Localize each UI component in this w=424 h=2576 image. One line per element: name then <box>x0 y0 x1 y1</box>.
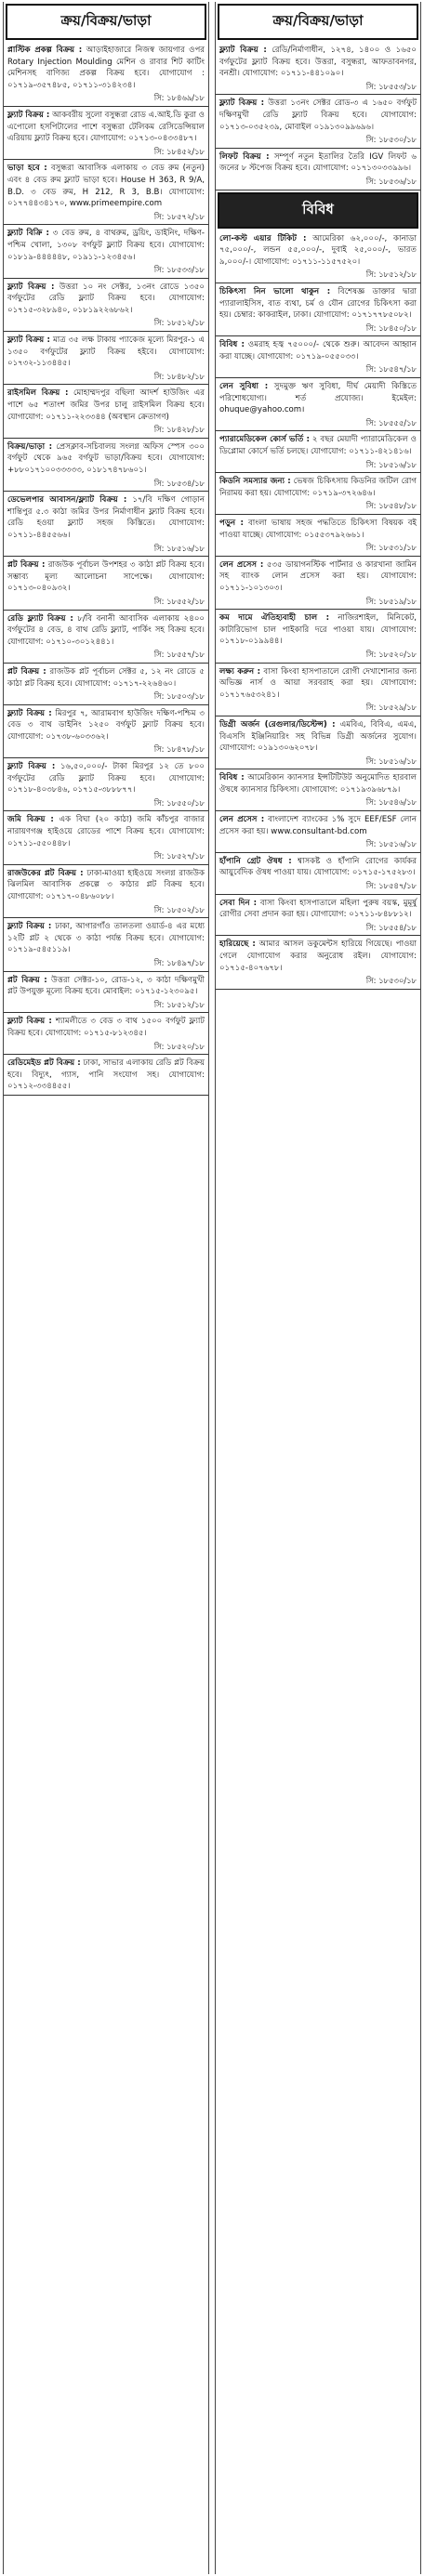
ad-title: পড়ুন : <box>219 519 244 528</box>
ad-code: সি: ১৮৪৮২/১৮ <box>153 371 205 381</box>
classified-ad <box>4 758 208 811</box>
ad-text <box>219 98 417 133</box>
ad-code: সি: ১৮৪৯৭/১৮ <box>153 957 205 967</box>
ad-body: শ্যামলীতে ৩ বেড ৩ বাথ ১৫০০ বর্গফুট ফ্ল্যাট বিক্রয় হবে। যোগাযোগ: ০১৭১৫-৮১২৩৪৫। <box>7 1017 205 1038</box>
ad-code: সি: ১৮৫০৩/১৮ <box>153 691 205 702</box>
ad-body: রেডি/নির্মাণাধীন, ১২৭৪, ১৪০০ ও ১৬৫০ বর্গফুটের ফ্ল্যাট বিক্রয় হবে। উত্তরা, বসুন্ধরা, আফতাবনগর, বনশ্রী। যোগাযোগ: ০১৭১১-৪৪১০৯০। <box>219 46 417 79</box>
ad-code: সি: ১৮৫৫০/১৮ <box>153 797 205 808</box>
ad-body: ১৭/বি দক্ষিণ গোড়ান শান্তিপুর ৫.৩ কাঠা জমির উপর নির্মাণাধীন ফ্ল্যাট বিক্রয় হবে। রেডি হওয়া ফ্ল্যাট সহজ কিস্তিতে। যোগাযোগ: ০১৭১১-৪৪৫৫৬৬। <box>7 495 205 540</box>
ad-code: সি: ১৮৫৪৮/১৮ <box>365 501 417 511</box>
ad-code: সি: ১৮৫১৬/১৮ <box>365 756 417 766</box>
classified-ad <box>4 557 208 610</box>
ad-code: সি: ১৮৫৪৭/১৮ <box>365 364 417 375</box>
ad-title: বিক্রয়/ভাড়া : <box>7 441 53 452</box>
ad-title: লেন প্রসেস : <box>219 815 265 825</box>
ad-code: সি: ১৮৫৫৪/১৮ <box>365 922 417 932</box>
ad-body: বাংলা ভাষায় সহজ পদ্ধতিতে চিকিৎসা বিষয়ক বই পাওয়া যাচ্ছে। যোগাযোগ: ০১৫৫৩৭৯২৬৬১। <box>219 519 417 540</box>
ad-code: সি: ১৮৫৫৫/১৮ <box>365 417 417 427</box>
ad-body: ঢাকা, আগারগাঁও তালতলা ওয়ার্ড-৪ এর মধ্যে ১২টি প্লট ২ থেকে ৩ কাঠা পর্যন্ত বিক্রয় হবে। যোগাযোগ: ০১৭১৯-৫৪৫১১৯। <box>7 922 205 955</box>
ad-body: শ্বাসকষ্ট ও হাঁপানি রোগের কার্যকর আয়ুর্বেদিক ঔষধ পাওয়া যায়। যোগাযোগ: ০১৭১৫-১৭৫২৮৩। <box>219 856 417 878</box>
ad-title: হারিয়েছে : <box>219 940 256 950</box>
ad-code: সি: ১৮৫২৯/১৮ <box>365 703 417 713</box>
section-header: বিবিধ <box>218 192 418 229</box>
ad-title: জমি বিক্রয় : <box>7 815 54 825</box>
ad-title: লেন প্রসেস : <box>219 559 264 570</box>
ad-body: বসুন্ধরা আবাসিক এলাকায় ৩ বেড রুম (নতুন) এবং ৪ বেড রুম ফ্ল্যাট ভাড়া হবে। House H 363, R 9/A, B.D. ৩ বেড রুম, H 212, R 3, B.B। যোগাযোগ: ০১৭৭৪৪৩৪১৭০, www.primeempire.com <box>7 164 205 209</box>
ad-title: কম দামে ঐতিহ্যবাহী চাল : <box>219 613 330 624</box>
ad-text <box>7 441 205 477</box>
ad-text <box>219 772 417 795</box>
ad-body: বিশেষজ্ঞ ডাক্তার দ্বারা প্যারালাইসিস, বাত ব্যথা, চর্ম ও যৌন রোগের চিকিৎসা করা হয়। চেম্বার: কাকরাইল, ঢাকা। যোগাযোগ: ০১৭১৭৭৮৫০৮২। <box>219 286 417 321</box>
ad-code: সি: ১৮৫৩৩/১৮ <box>153 265 205 275</box>
classified-ad <box>216 473 420 515</box>
ad-code: সি: ১৮৫৩৬/১৮ <box>365 176 417 186</box>
ad-text <box>219 45 417 80</box>
ad-body: আমেরিকা ৬২,০০০/-, কানাডা ৭৫,০০০/-, লন্ডন ৫৫,০০০/-, দুবাই ২৫,০০০/-, ভারত ৯,০০০/-। যোগাযোগ: ০১৭১১-১১৫৭৫২০। <box>219 233 417 267</box>
ad-code: সি: ১৮৫৫২/১৮ <box>153 596 205 606</box>
ad-title: ফ্ল্যাট বিক্রয় : <box>219 46 267 55</box>
ad-body: ঢাকা-মাওয়া হাইওয়ে সংলগ্ন রাজউক ঝিলমিল আবাসিক প্রকল্পে ৩ কাঠার প্লট বিক্রয় হবে। যোগাযোগ: ০১৭১৭-০৪৮৬০৮৮। <box>7 868 205 901</box>
classified-ad <box>216 936 420 989</box>
ad-body: ঢাকা, সাভার এলাকায় রেডি প্লট বিক্রয় হবে। বিদ্যুৎ, গ্যাস, পানি সংযোগ সহ। যোগাযোগ: ০১৭১২-৩৩৪৪৫৫। <box>7 1058 205 1092</box>
classified-ad <box>216 378 420 431</box>
ad-text <box>7 282 205 317</box>
ad-code: সি: ১৮৫১২/১৮ <box>365 269 417 280</box>
ad-body: মোহাম্মদপুর বছিলা আদর্শ হাউজিং এর পাশে ৬৫ শতাংশ জমির উপর চালু রাইসমিল বিক্রয় হবে। যোগাযোগ: ০১৭১১-২২৩৩৪৪ (অবস্থান ক্রেতাগণ) <box>7 388 205 422</box>
ad-body: ১৬,৫০,০০০/- টাকা মিরপুর ১২ তে ৮০০ বর্গফুটের রেডি ফ্ল্যাট বিক্রয় হবে। যোগাযোগ: ০১৭১৮-৪০৩৮৪৬, ০১৭১৫-৩৮৮৮৭৭। <box>7 762 205 795</box>
ad-title: প্লট বিক্রয় : <box>7 975 47 985</box>
ad-code: সি: ১৮৫২০/১৮ <box>365 649 417 659</box>
ad-title: ফ্ল্যাট বিক্রয় : <box>7 282 55 292</box>
classified-ad <box>4 225 208 278</box>
ad-body: বাসা কিংবা হাসপাতালে রোগী দেখাশোনার জন্য অভিজ্ঞ নার্স ও আয়া সরবরাহ করা হয়। যোগাযোগ: ০১৭১৭৬৫৩২৪১। <box>219 666 417 700</box>
ad-body: সুদমুক্ত ঋণ সুবিধা, দীর্ঘ মেয়াদী কিস্তিতে পরিশোধযোগ্য। শর্ত প্রযোজ্য। ইমেইল: ohuque@yahoo.com। <box>219 382 417 415</box>
ad-body: উত্তরা সেক্টর-১০, রোড-১২, ৩ কাঠা দক্ষিণমুখী প্লট উপযুক্ত মূল্যে বিক্রয় হবে। মোবাইল: ০১৭১৫-১২৩০৯৫। <box>7 975 205 997</box>
classified-ad <box>4 107 208 160</box>
classified-ad <box>216 664 420 716</box>
ad-title: ফ্ল্যাট বিক্রয় : <box>7 335 50 346</box>
ad-title: লেন সুবিধা : <box>219 382 269 392</box>
ad-text <box>219 476 417 499</box>
ad-title: ফ্ল্যাট বিক্রয় : <box>7 1017 52 1027</box>
ad-title: লো-কস্ট এয়ার টিকিট : <box>219 233 307 243</box>
ad-code: সি: ১৮৫৭২/১৮ <box>153 211 205 221</box>
ad-text <box>219 814 417 837</box>
classified-ad <box>4 42 208 107</box>
ad-code: সি: ১৮৫১৬/১৮ <box>365 839 417 849</box>
ad-code: সি: ১৮৫৪৬/১৮ <box>365 797 417 808</box>
ad-code: সি: ১৮৫৩১/১৮ <box>365 543 417 553</box>
classified-ad <box>4 1013 208 1055</box>
ad-body: মাত্র ৩৫ লক্ষ টাকায় প্যাকেজ মূল্যে মিরপুর-১ এ ১৩৫০ বর্গফুটের ফ্ল্যাট বিক্রয় হইবে। যোগাযোগ: ০১৭৩২-১১৩৪৪৫। <box>7 335 205 369</box>
classified-ad <box>216 95 420 148</box>
ad-code: সি: ১৮৫৫৩/১৮ <box>365 81 417 91</box>
classified-ad <box>216 769 420 811</box>
ad-title: প্যারামেডিকেল কোর্স ভর্তি : <box>219 435 310 445</box>
ad-code: সি: ১৮৫১২/১৮ <box>153 999 205 1009</box>
ad-body: উত্তরা ১৩নং সেক্টর রোড-৩ এ ১৬৫০ বর্গফুট দক্ষিণমুখী রেডি ফ্ল্যাট বিক্রয় হবে। যোগাযোগ: ০১৭১৩-০৩৫২৩৯, মোবাইল ০১৯১৩০৯৯৬৯৬। <box>219 99 417 132</box>
ad-text <box>219 612 417 648</box>
ad-text <box>7 975 205 998</box>
ad-body: ৩ বেড রুম, ৪ বাথরুম, ড্রয়িং, ডাইনিং, দক্ষিণ-পশ্চিম খোলা, ১৩০৮ বর্গফুট ফ্ল্যাট বিক্রয় হবে। যোগাযোগ: ০১৮১৯-৪৪৪৪৪৮, ০১৯১১-১২৩৪৫৬। <box>7 229 205 262</box>
column-header: ক্রয়/বিক্রয়/ভাড়া <box>218 4 418 40</box>
classified-ad <box>4 279 208 332</box>
ad-title: ফ্ল্যাট বিক্রি : <box>7 229 49 239</box>
ad-text <box>7 921 205 956</box>
ad-code: সি: ১৮৫৩০/১৮ <box>365 976 417 986</box>
ad-text <box>219 233 417 269</box>
ad-list <box>216 42 420 191</box>
classified-ad <box>216 557 420 610</box>
classified-ad <box>216 336 420 378</box>
ad-text <box>7 868 205 903</box>
classified-ad <box>216 853 420 895</box>
classified-ad <box>216 431 420 473</box>
right-column <box>215 2 421 2574</box>
ad-body: রাজউক প্লট পূর্বাচল সেক্টর ৫, ১২ নং রোডে ৫ কাঠা প্লট বিক্রয় হবে। যোগাযোগ: ০১৭১৭-২২৬৪৬০। <box>7 666 205 689</box>
ad-list <box>4 42 208 1096</box>
ad-text <box>219 559 417 595</box>
ad-title: রাজউকের প্লট বিক্রয় : <box>7 868 84 878</box>
ad-code: সি: ১৮৪৫০/১৮ <box>365 322 417 333</box>
ad-body: আমার আসল ডকুমেন্টস হারিয়ে গিয়েছে। পাওয়া গেলে যোগাযোগ করার অনুরোধ রইল। যোগাযোগ: ০১৭১৫-৪০৭৬৭৮। <box>219 940 417 973</box>
ad-title: লক্ষ্য করুন : <box>219 666 261 677</box>
ad-text <box>7 1016 205 1039</box>
ad-code: সি: ১৮৫৫৭/১৮ <box>153 650 205 660</box>
classified-ad <box>216 230 420 283</box>
ad-title: বিবিধ : <box>219 340 245 350</box>
ad-text <box>7 45 205 91</box>
classified-ad <box>4 160 208 225</box>
ad-list <box>216 230 420 990</box>
ad-body: ভেষজ চিকিৎসায় কিডনির জটিল রোগ নিরাময় করা হয়। যোগাযোগ: ০১৭১৯-৩৭২৬৪৬। <box>219 477 417 498</box>
ad-title: বিবিধ : <box>219 773 245 783</box>
classified-ad <box>216 515 420 557</box>
ad-title: প্লট বিক্রয় : <box>7 560 46 571</box>
ad-title: রেডি ফ্ল্যাট বিক্রয় : <box>7 613 73 624</box>
ad-body: এমবিএ, বিবিএ, এমএ, বিএসসি ইঞ্জিনিয়ারিং সহ বিভিন্ন ডিগ্রী অর্জনের সুযোগ। যোগাযোগ: ০১৯১৩০৬২০৭৮। <box>219 719 417 754</box>
ad-text <box>219 666 417 702</box>
ad-title: ফ্ল্যাট বিক্রয় : <box>7 708 52 718</box>
ad-code: সি: ১৮৫২০/১৮ <box>153 1041 205 1051</box>
ad-body: রাজউক পূর্বাচল উপশহর ৩ কাঠা প্লট বিক্রয় হবে। সম্ভাব্য মূল্য আলোচনা সাপেক্ষে। যোগাযোগ: ০১৭১৩-০৪০৯৩২। <box>7 560 205 594</box>
ad-text <box>219 518 417 541</box>
classified-ad <box>216 716 420 769</box>
ad-title: ফ্ল্যাট বিক্রয় : <box>219 99 265 109</box>
ad-text <box>7 708 205 743</box>
ad-body: বাংলাদেশ ব্যাংকের ১% সুদে EEF/ESF লোন প্রসেস করা হয়। www.consultant-bd.com <box>219 815 417 836</box>
ad-code: সি: ১৮৫১৬/১৮ <box>365 459 417 469</box>
ad-body: মিরপুর ৭, আরামবাগ হাউজিং দক্ষিণ-পশ্চিম ৩ বেড ৩ বাথ ডাইনিং ১২৫০ বর্গফুট ফ্ল্যাট বিক্রয় হবে। যোগাযোগ: ০১৭৩৮-৬০৩৩৬২। <box>7 708 205 742</box>
ad-text <box>7 335 205 370</box>
ad-text <box>219 939 417 974</box>
ad-body: ৫৩৫ ডায়াগনস্টিক পার্টনার ও কারখানা জামিন সহ ব্যাংক লোন প্রসেস করা হয়। যোগাযোগ: ০১৭১১-১০১৩০৩। <box>219 559 417 593</box>
classified-ad <box>4 492 208 557</box>
classified-ad <box>216 895 420 937</box>
ad-code: সি: ১৮৪২৮/১৮ <box>153 425 205 435</box>
ad-title: রেডিমেইড প্লট বিক্রয় : <box>7 1058 81 1069</box>
ad-body: আমেরিকান ক্যানসার ইন্সটিটিউট অনুমোদিত হারবাল ঔষধে ক্যানসার চিকিৎসা। যোগাযোগ: ০১৭১৯৩৯৬৮৭৯। <box>219 773 417 795</box>
ad-text <box>7 110 205 145</box>
ad-title: রাইসমিল বিক্রয় : <box>7 388 69 399</box>
ad-code: সি: ১৮৪৭৮/১৮ <box>153 744 205 755</box>
ad-text <box>219 381 417 416</box>
ad-code: সি: ১৮৫৩০/১৮ <box>365 135 417 145</box>
ad-body: ২ বছর মেয়াদী প্যারামেডিকেল ও ডিপ্লোমা কোর্সে ভর্তি চলছে। যোগাযোগ: ০১৭১১-৪২১৪১৬। <box>219 435 417 457</box>
ad-text <box>219 856 417 879</box>
classified-ad <box>4 972 208 1014</box>
ad-code: সি: ১৮৪৬৯/১৮ <box>153 93 205 103</box>
ad-text <box>219 719 417 755</box>
classified-ad <box>4 1055 208 1096</box>
ad-code: সি: ১৮৫১৯/১৮ <box>365 596 417 606</box>
classified-ad <box>4 664 208 705</box>
ad-body: আড়াইহাজারে নিজস্ব জায়গার ওপর Rotary Injection Moulding মেশিন ও রাবার শিট কাটিং মেশিনসহ বাণিজ্য প্রকল্প বিক্রয় হবে। যোগাযোগ : ০১৭১৯-৩৫৭৪৮৫, ০১৭১১-৩১৪২৩৪। <box>7 46 205 90</box>
classified-ad <box>216 811 420 853</box>
ad-text <box>7 388 205 423</box>
ad-title: হাঁপানি গ্রেট ঔষধ : <box>219 856 292 866</box>
ad-text <box>7 228 205 263</box>
ad-text <box>7 494 205 541</box>
ad-text <box>7 1058 205 1093</box>
classified-ad <box>216 283 420 336</box>
classified-ad <box>4 811 208 864</box>
ad-title: চিকিৎসা নিন ভালো থাকুন : <box>219 286 331 296</box>
ad-title: কিডনি সমস্যার জন্য : <box>219 477 291 487</box>
ad-text <box>219 286 417 322</box>
classified-ad <box>216 42 420 95</box>
classified-ad <box>4 611 208 664</box>
ad-text <box>219 898 417 921</box>
ad-title: সেবা দিন : <box>219 898 258 908</box>
ad-body: নাজিরশাইল, মিনিকেট, কাটারিভোগ চাল পাইকারি দরে পাওয়া যায়। যোগাযোগ: ০১৭১৮-০১৯৯৪৪। <box>219 613 417 647</box>
ad-title: ডেভেলপার আবাসন/ফ্ল্যাট বিক্রয় : <box>7 495 127 506</box>
ad-title: ডিগ্রী অর্জন (রেগুলার/ডিস্টেন্স) : <box>219 719 336 729</box>
ad-text <box>7 163 205 209</box>
ad-title: প্লাস্টিক প্রকল্প বিক্রয় : <box>7 46 83 55</box>
classified-ad <box>216 610 420 663</box>
ad-body: উত্তরা ১০ নং সেক্টর, ১৩নং রোডে ১৩৫০ বর্গফুটের রেডি ফ্ল্যাট বিক্রয় হবে। যোগাযোগ: ০১৭১৫-৩২৮৯৪০, ০১৮১৯২২৬৮৬২। <box>7 282 205 315</box>
ad-body: এক বিঘা (২০ কাঠা) জমি কাঁচপুর বাজার নারায়ণগঞ্জ হাইওয়ে রোডের পাশে বিক্রয় হবে। যোগাযোগ: ০১৭১১-৫৫০৪৪৮। <box>7 815 205 848</box>
ad-code: সি: ১৮৫১৬/১৮ <box>153 543 205 553</box>
ad-text <box>7 559 205 595</box>
ad-text <box>7 613 205 649</box>
ad-text <box>219 151 417 175</box>
ad-body: ওমরাহ হজ্ব ৭৫০০০/- থেকে শুরু। আবেদন আহ্বান করা যাচ্ছে। যোগাযোগ: ০১৭১৯-০৫৫০৩৩। <box>219 340 417 361</box>
ad-text <box>7 761 205 796</box>
ad-title: লিফট বিক্রয় : <box>219 151 270 162</box>
classified-ad <box>4 332 208 385</box>
ad-title: ভাড়া হবে : <box>7 164 47 174</box>
ad-body: ৮/বি বনানী আবাসিক এলাকায় ২৪০০ বর্গফুটের ৪ বেড, ৪ বাথ রেডি ফ্ল্যাট, পার্কিং সহ বিক্রয় হবে। যোগাযোগ: ০১৭১০-৩০১২৪৪১। <box>7 613 205 647</box>
ad-title: প্লট বিক্রয় : <box>7 666 46 677</box>
ad-code: সি: ১৮৫৩৪/১৮ <box>153 478 205 488</box>
ad-code: সি: ১৮৫৪৭/১৮ <box>365 881 417 891</box>
ad-body: বাসা কিংবা হাসপাতালে মহিলা পুরুষ বয়স্ক, মুমূর্ষু রোগীর সেবা প্রদান করা হয়। যোগাযোগ: ০১৭১১-৮৪৮৮১২। <box>219 898 417 920</box>
ad-code: সি: ১৮৫১২/১৮ <box>153 318 205 328</box>
classified-ad <box>4 385 208 438</box>
classified-ad <box>4 439 208 492</box>
ad-code: সি: ১৮৫২৭/১৮ <box>153 851 205 861</box>
ad-code: সি: ১৮৫০২/১৮ <box>153 904 205 914</box>
classified-ad <box>4 918 208 971</box>
ad-text <box>7 666 205 690</box>
ad-body: আকবরীয় সুলো বসুন্ধরা রোড এ.আই.ডি কুরা ও এপোলো হসপিটালের পাশে বসুন্ধরা টেলিকম রেসিডেন্সিয়াল এরিয়ায় ফ্ল্যাট বিক্রয় হবে। যোগাযোগ: ০১৭১৩-০৪৩৩৪৮৭। <box>7 110 205 144</box>
ad-title: ফ্ল্যাট বিক্রয় : <box>7 110 50 120</box>
ad-body: সম্পূর্ণ নতুন ইতালির তৈরি IGV লিফট ৬ জনের ৮ স্টপেজ বিক্রয় হবে। যোগাযোগ: ০১৭১৩০৩৩৯৯৬। <box>219 151 417 174</box>
ad-text <box>219 434 417 457</box>
ad-code: সি: ১৮৪৫২/১৮ <box>153 146 205 156</box>
left-column <box>3 2 209 2574</box>
classified-ad <box>4 865 208 918</box>
ad-text <box>7 814 205 849</box>
classified-ad <box>4 705 208 758</box>
ad-body: প্রেসক্লাব-সচিবালয় সংলগ্ন অফিস স্পেস ৩০০ বর্গফুট থেকে ৯৬৫ বর্গফুট ভাড়া/বিক্রয় হবে। যোগাযোগ: +৮৮০১৭১০০৩৩৩৩৩, ০১৮১৭৪৭৮৬০১। <box>7 441 205 475</box>
column-header: ক্রয়/বিক্রয়/ভাড়া <box>6 4 206 40</box>
ad-title: ফ্ল্যাট বিক্রয় : <box>7 762 56 772</box>
classified-ad <box>216 149 420 191</box>
ad-text <box>219 339 417 362</box>
ad-title: ফ্ল্যাট বিক্রয় : <box>7 922 52 932</box>
